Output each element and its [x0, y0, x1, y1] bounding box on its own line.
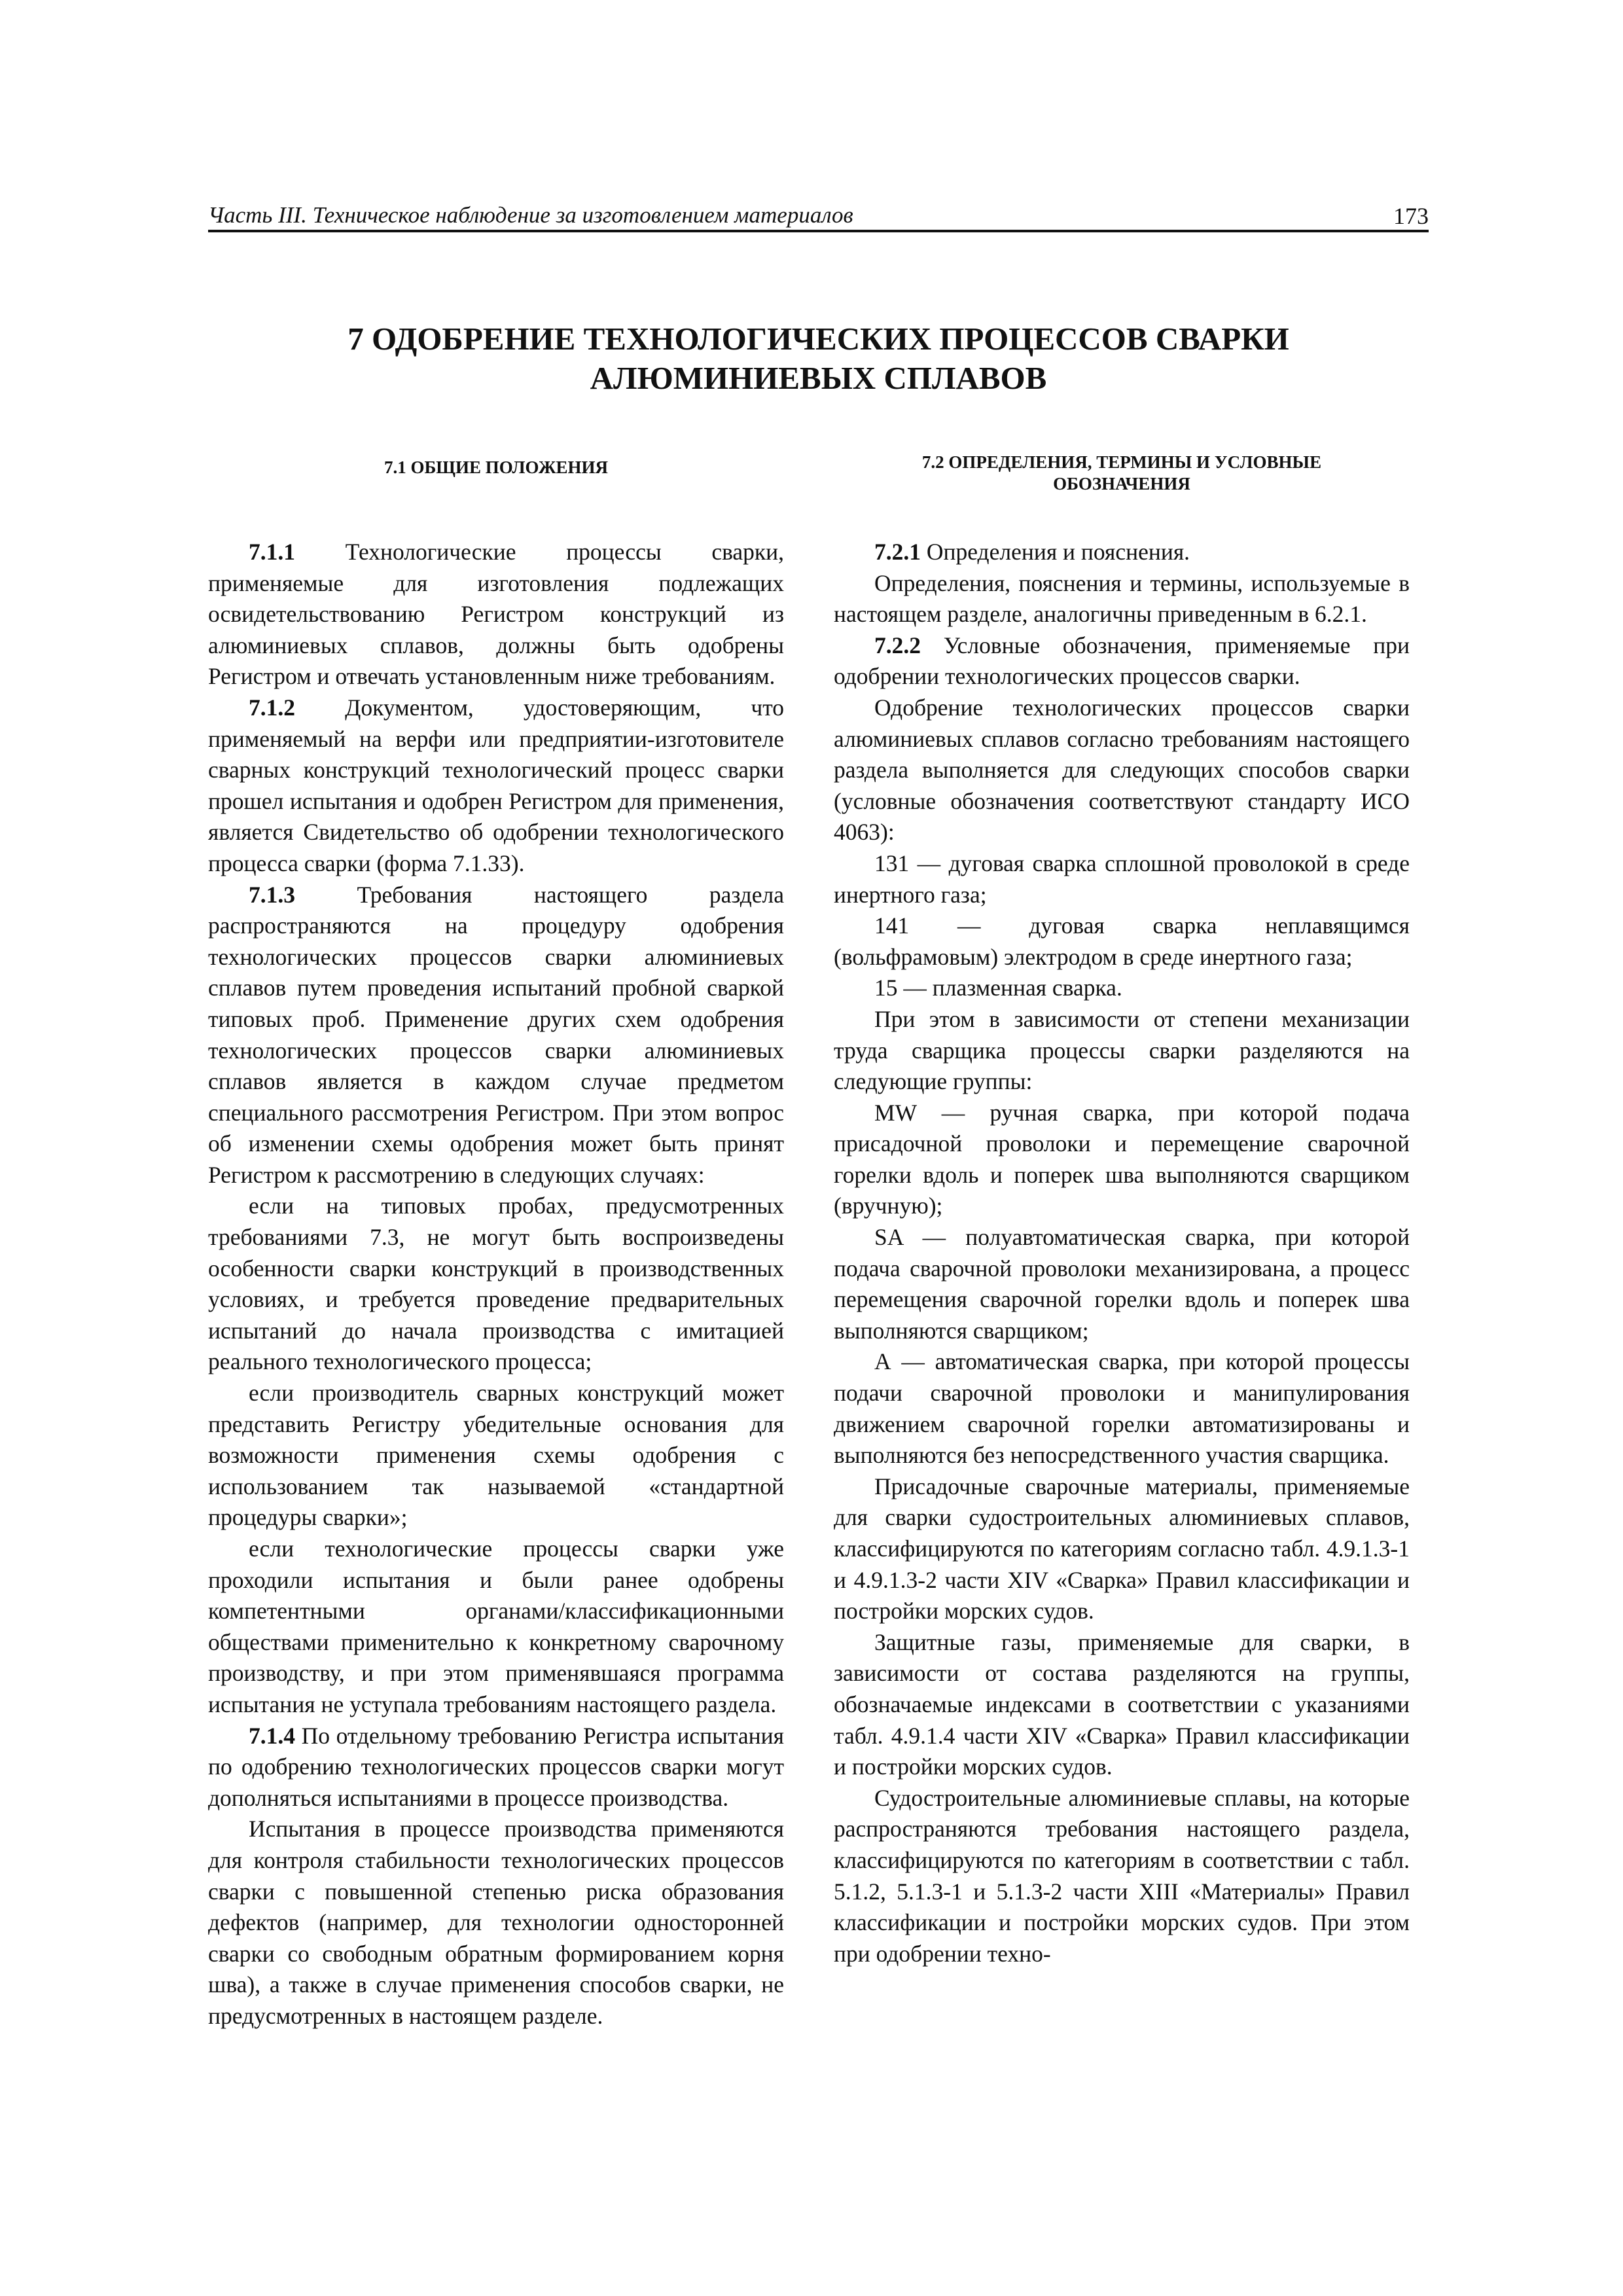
paragraph-text: Определения и пояснения. — [921, 539, 1190, 565]
chapter-title-line-1: 7 ОДОБРЕНИЕ ТЕХНОЛОГИЧЕСКИХ ПРОЦЕССОВ СВАРКИ — [348, 321, 1289, 357]
paragraph-mechanization-groups: При этом в зависимости от степени механизации труда сварщика процессы сварки разделяются на следующие группы: — [834, 1005, 1410, 1095]
paragraph-approval-methods: Одобрение технологических процессов сварки алюминиевых сплавов согласно требованиям настоящего раздела выполняется для следующих способов сварки (условные обозначения соответствуют стандарту ИСО 4063): — [834, 694, 1410, 846]
list-item-mw: MW — ручная сварка, при которой подача присадочной проволоки и перемещение сварочной горелки вдоль и поперек шва выполняются сварщиком (вручную); — [834, 1099, 1410, 1219]
paragraph-7-1-3 — [208, 880, 784, 1191]
paragraph-production-tests: Испытания в процессе производства применяются для контроля стабильности технологических процессов сварки с повышенной степенью риска образования дефектов (например, для технологии односторонней сварки со свободным обратным формированием корня шва), а также в случае применения способов сварки, не предусмотренных в настоящем разделе. — [208, 1816, 784, 2029]
clause-number: 7.1.4 — [249, 1722, 295, 1749]
right-column — [834, 452, 1410, 1969]
section-title-line-1: 7.2 ОПРЕДЕЛЕНИЯ, ТЕРМИНЫ И УСЛОВНЫЕ — [921, 452, 1322, 472]
clause-number: 7.2.1 — [874, 539, 921, 565]
section-title-7-1: 7.1 ОБЩИЕ ПОЛОЖЕНИЯ — [383, 457, 609, 477]
paragraph-case-3: если технологические процессы сварки уже проходили испытания и были ранее одобрены компетентными органами/классификационными обществами применительно к конкретному сварочному производству, и при этом применявшаяся программа испытания не уступала требованиям настоящего раздела. — [208, 1535, 784, 1717]
paragraph-7-1-2 — [208, 692, 784, 880]
paragraph-7-1-1 — [208, 537, 784, 692]
header-title: Часть III. Техническое наблюдение за изготовлением материалов — [208, 202, 853, 228]
paragraph-text: Технологические процессы сварки, применяемые для изготовления подлежащих освидетельствованию Регистром конструкций из алюминиевых сплавов, должны быть одобрены Регистром и отвечать установленным ниже требованиям. — [208, 539, 784, 690]
paragraph-definitions: Определения, пояснения и термины, используемые в настоящем разделе, аналогичны приведенным в 6.2.1. — [834, 569, 1410, 628]
paragraph-case-1: если на типовых пробах, предусмотренных требованиями 7.3, не могут быть воспроизведены особенности сварки конструкций в производственных условиях, и требуется проведение предварительных испытаний до начала производства с имитацией реального технологического процесса; — [208, 1193, 784, 1375]
paragraph-aluminium-alloys: Судостроительные алюминиевые сплавы, на которые распространяются требования настоящего раздела, классифицируются по категориям в соответствии с табл. 5.1.2, 5.1.3-1 и 5.1.3-2 части XIII «Материалы» Правил классификации и постройки морских судов. При этом при одобрении техно- — [834, 1784, 1410, 1967]
chapter-title — [208, 319, 1429, 398]
running-header — [208, 200, 1429, 232]
paragraph-case-2: если производитель сварных конструкций может представить Регистру убедительные основания для возможности применения схемы одобрения с использованием так называемой «стандартной процедуры сварки»; — [208, 1380, 784, 1531]
paragraph-text: Требования настоящего раздела распространяются на процедуру одобрения технологических процессов сварки алюминиевых сплавов путем проведения испытаний пробной сваркой типовых проб. Применение других схем одобрения технологических процессов сварки алюминиевых сплавов является в каждом случае предметом специального рассмотрения Регистром. При этом вопрос об изменении схемы одобрения может быть принят Регистром к рассмотрению в следующих случаях: — [208, 881, 784, 1188]
list-item-15: 15 — плазменная сварка. — [874, 975, 1122, 1001]
clause-number: 7.1.2 — [249, 694, 295, 721]
paragraph-filler-materials: Присадочные сварочные материалы, применяемые для сварки судостроительных алюминиевых сплавов, классифицируются по категориям согласно табл. 4.9.1.3-1 и 4.9.1.3-2 части XIV «Сварка» Правил классификации и постройки морских судов. — [834, 1473, 1410, 1624]
paragraph-7-1-4 — [208, 1721, 784, 1814]
left-column — [208, 452, 784, 2032]
clause-number: 7.2.2 — [874, 632, 921, 658]
section-title-7-2 — [834, 452, 1410, 537]
page-number: 173 — [1393, 203, 1429, 229]
chapter-title-line-2: АЛЮМИНИЕВЫХ СПЛАВОВ — [590, 360, 1047, 396]
clause-number: 7.1.1 — [249, 539, 295, 565]
list-item-141: 141 — дуговая сварка неплавящимся (вольфрамовым) электродом в среде инертного газа; — [834, 912, 1410, 970]
paragraph-7-2-2 — [834, 630, 1410, 692]
paragraph-text: Условные обозначения, применяемые при одобрении технологических процессов сварки. — [834, 632, 1410, 690]
paragraph-7-2-1 — [834, 537, 1410, 568]
list-item-sa: SA — полуавтоматическая сварка, при которой подача сварочной проволоки механизирована, а процесс перемещения сварочной горелки вдоль и поперек шва выполняются сварщиком; — [834, 1224, 1410, 1344]
paragraph-text: Документом, удостоверяющим, что применяемый на верфи или предприятии-изготовителе сварных конструкций технологический процесс сварки прошел испытания и одобрен Регистром для применения, является Свидетельство об одобрении технологического процесса сварки (форма 7.1.33). — [208, 694, 784, 876]
paragraph-text: По отдельному требованию Регистра испытания по одобрению технологических процессов сварки могут дополняться испытаниями в процессе производства. — [208, 1722, 784, 1811]
section-title-line-2: ОБОЗНАЧЕНИЯ — [1053, 474, 1190, 493]
paragraph-shielding-gases: Защитные газы, применяемые для сварки, в зависимости от состава разделяются на группы, обозначаемые индексами в соответствии с указаниями табл. 4.9.1.4 части XIV «Сварка» Правил классификации и постройки морских судов. — [834, 1628, 1410, 1780]
list-item-131: 131 — дуговая сварка сплошной проволокой в среде инертного газа; — [834, 850, 1410, 908]
clause-number: 7.1.3 — [249, 881, 295, 908]
list-item-a: А — автоматическая сварка, при которой процессы подачи сварочной проволоки и манипулирования движением сварочной горелки автоматизированы и выполняются без непосредственного участия сварщика. — [834, 1348, 1410, 1469]
